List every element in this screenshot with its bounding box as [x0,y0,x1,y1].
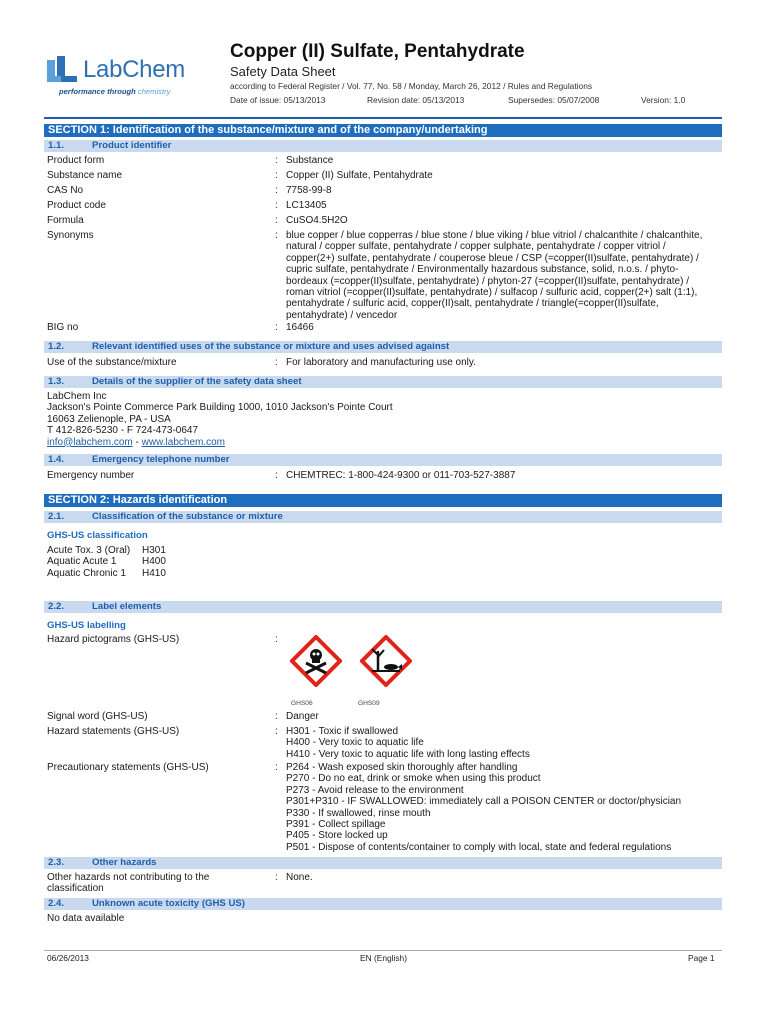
precaution-statement: P264 - Wash exposed skin thoroughly after handling [286,762,518,773]
colon: : [275,215,278,226]
precaution-statement: P273 - Avoid release to the environment [286,784,464,796]
labchem-logo-icon [45,56,79,86]
use-value: For laboratory and manufacturing use only. [286,357,476,368]
synonyms-line: blue copper / blue copperras / blue stone / blue viking / blue vitriol / chalcanthite / chalcanthite, [286,230,703,241]
colon: : [275,185,278,196]
classification-item: Aquatic Acute 1 H400 [47,556,166,568]
document-title: Copper (II) Sulfate, Pentahydrate [230,41,525,62]
other-hazards-value: None. [286,872,313,883]
footer-rule [44,950,722,951]
date-of-issue: Date of issue: 05/13/2013 [230,95,326,105]
signal-word-value: Danger [286,711,319,722]
subsection-1-2: 1.2. Relevant identified uses of the substance or mixture and uses advised against [44,341,722,353]
synonyms-line: cupric sulfate, pentahydrate / Environmentally hazardous substance, solid, n.o.s. / phyto- [286,264,679,276]
environment-hazard-icon [360,635,412,687]
logo-tagline: performance through chemistry [59,87,171,96]
footer-page: Page 1 [688,953,715,963]
emergency-value: CHEMTREC: 1-800-424-9300 or 011-703-527-3887 [286,470,516,481]
substance-name-value: Copper (II) Sulfate, Pentahydrate [286,170,433,181]
ghs09-label: GHS09 [358,700,380,707]
formula-label: Formula [47,215,84,226]
colon: : [275,155,278,166]
other-hazards-label-line: classification [47,883,104,895]
hazard-statement: H410 - Very toxic to aquatic life with long lasting effects [286,748,530,760]
colon: : [275,726,278,737]
hazard-statements-label: Hazard statements (GHS-US) [47,726,180,737]
version: Version: 1.0 [641,95,686,105]
footer-date: 06/26/2013 [47,953,89,963]
subsection-1-3: 1.3. Details of the supplier of the safety data sheet [44,376,722,388]
other-hazards-label [47,872,209,895]
skull-crossbones-icon [290,635,342,687]
emergency-label: Emergency number [47,470,135,481]
colon: : [275,357,278,368]
classification-list [47,545,166,579]
synonyms-line: natural / copper sulfate, pentahydrate / copper sulphate, pentahydrate / copper vitriol / [286,241,666,253]
pictograms-label: Hazard pictograms (GHS-US) [47,634,180,645]
subsection-2-2: 2.2. Label elements [44,601,722,613]
synonyms-line: roman vitriol (=copper(II)sulfate, pentahydrate) / sulfacop / sulfuric acid, copper(2+) salt (1:1), [286,287,698,299]
colon: : [275,762,278,773]
hazard-pictograms [290,635,430,707]
regulation-line: according to Federal Register / Vol. 77, No. 58 / Monday, March 26, 2012 / Rules and Regulations [230,81,593,91]
colon: : [275,634,278,645]
product-form-value: Substance [286,155,334,166]
synonyms-line: bordeaux (=copper(II)sulfate, pentahydrate) / phyton-27 (=copper(II)sulfate, pentahydrate) / [286,275,690,287]
subsection-1-1: 1.1. Product identifier [44,140,722,152]
precaution-statement: P391 - Collect spillage [286,819,386,831]
no-data-text: No data available [47,913,125,924]
synonyms-label: Synonyms [47,230,94,241]
precaution-statement: P270 - Do no eat, drink or smoke when using this product [286,773,541,785]
other-hazards-label-line: Other hazards not contributing to the [47,872,210,883]
cas-value: 7758-99-8 [286,185,332,196]
ghs-classification-heading: GHS-US classification [47,530,148,541]
precautionary-value [286,762,681,853]
logo-wordmark: LabChem [83,56,185,83]
precaution-statement: P501 - Dispose of contents/container to comply with local, state and federal regulations [286,841,672,853]
subsection-2-1: 2.1. Classification of the substance or mixture [44,511,722,523]
supplier-address: Jackson's Pointe Commerce Park Building 1000, 1010 Jackson's Pointe Court [47,402,393,414]
subsection-2-3: 2.3. Other hazards [44,857,722,869]
formula-value: CuSO4.5H2O [286,215,348,226]
colon: : [275,322,278,333]
signal-word-label: Signal word (GHS-US) [47,711,148,722]
hazard-statements-value [286,726,530,760]
hazard-statement: H400 - Very toxic to aquatic life [286,737,424,749]
supersedes-date: Supersedes: 05/07/2008 [508,95,600,105]
precaution-statement: P301+P310 - IF SWALLOWED: immediately call a POISON CENTER or doctor/physician [286,796,682,808]
subsection-2-4: 2.4. Unknown acute toxicity (GHS US) [44,898,722,910]
revision-date: Revision date: 05/13/2013 [367,95,465,105]
colon: : [275,872,278,883]
supplier-block [47,391,393,448]
synonyms-line: pentahydrate / sulfuric acid, copper(II)salt, pentahydrate / triangle(=copper(II)sulfate, [286,298,659,310]
product-code-label: Product code [47,200,106,211]
colon: : [275,230,278,241]
ghs-labelling-heading: GHS-US labelling [47,620,126,631]
section-2-heading: SECTION 2: Hazards identification [44,494,722,507]
synonyms-value [286,230,702,321]
synonyms-line: copper(2+) sulfate, pentahydrate / couperose bleue / CSP (=copper(II)sulfate, pentahydrate) / [286,252,699,264]
header-rule [44,117,722,119]
classification-item: Acute Tox. 3 (Oral) H301 [47,545,166,556]
section-1-heading: SECTION 1: Identification of the substance/mixture and of the company/undertaking [44,124,722,137]
synonyms-line: pentahydrate) / vencedor [286,309,398,321]
precautionary-label: Precautionary statements (GHS-US) [47,762,209,773]
big-no-value: 16466 [286,322,314,333]
footer-language: EN (English) [360,953,408,963]
labchem-logo [45,54,225,98]
use-label: Use of the substance/mixture [47,357,177,368]
precaution-statement: P405 - Store locked up [286,830,388,842]
email-link[interactable]: info@labchem.com [47,436,133,448]
colon: : [275,711,278,722]
document-subtitle: Safety Data Sheet [230,64,336,79]
website-link[interactable]: www.labchem.com [141,436,225,448]
link-separator: - [132,436,142,448]
colon: : [275,200,278,211]
product-code-value: LC13405 [286,200,327,211]
supplier-name: LabChem Inc [47,391,107,402]
precaution-statement: P330 - If swallowed, rinse mouth [286,807,431,819]
product-form-label: Product form [47,155,105,166]
supplier-city: 16063 Zelienople, PA - USA [47,413,171,425]
substance-name-label: Substance name [47,170,123,181]
subsection-1-4: 1.4. Emergency telephone number [44,454,722,466]
colon: : [275,470,278,481]
supplier-phone: T 412-826-5230 - F 724-473-0647 [47,425,199,437]
ghs06-label: GHS06 [291,700,313,707]
supplier-links [47,437,393,448]
colon: : [275,170,278,181]
hazard-statement: H301 - Toxic if swallowed [286,726,399,737]
classification-item: Aquatic Chronic 1 H410 [47,567,166,579]
big-no-label: BIG no [47,322,79,333]
cas-label: CAS No [47,185,84,196]
